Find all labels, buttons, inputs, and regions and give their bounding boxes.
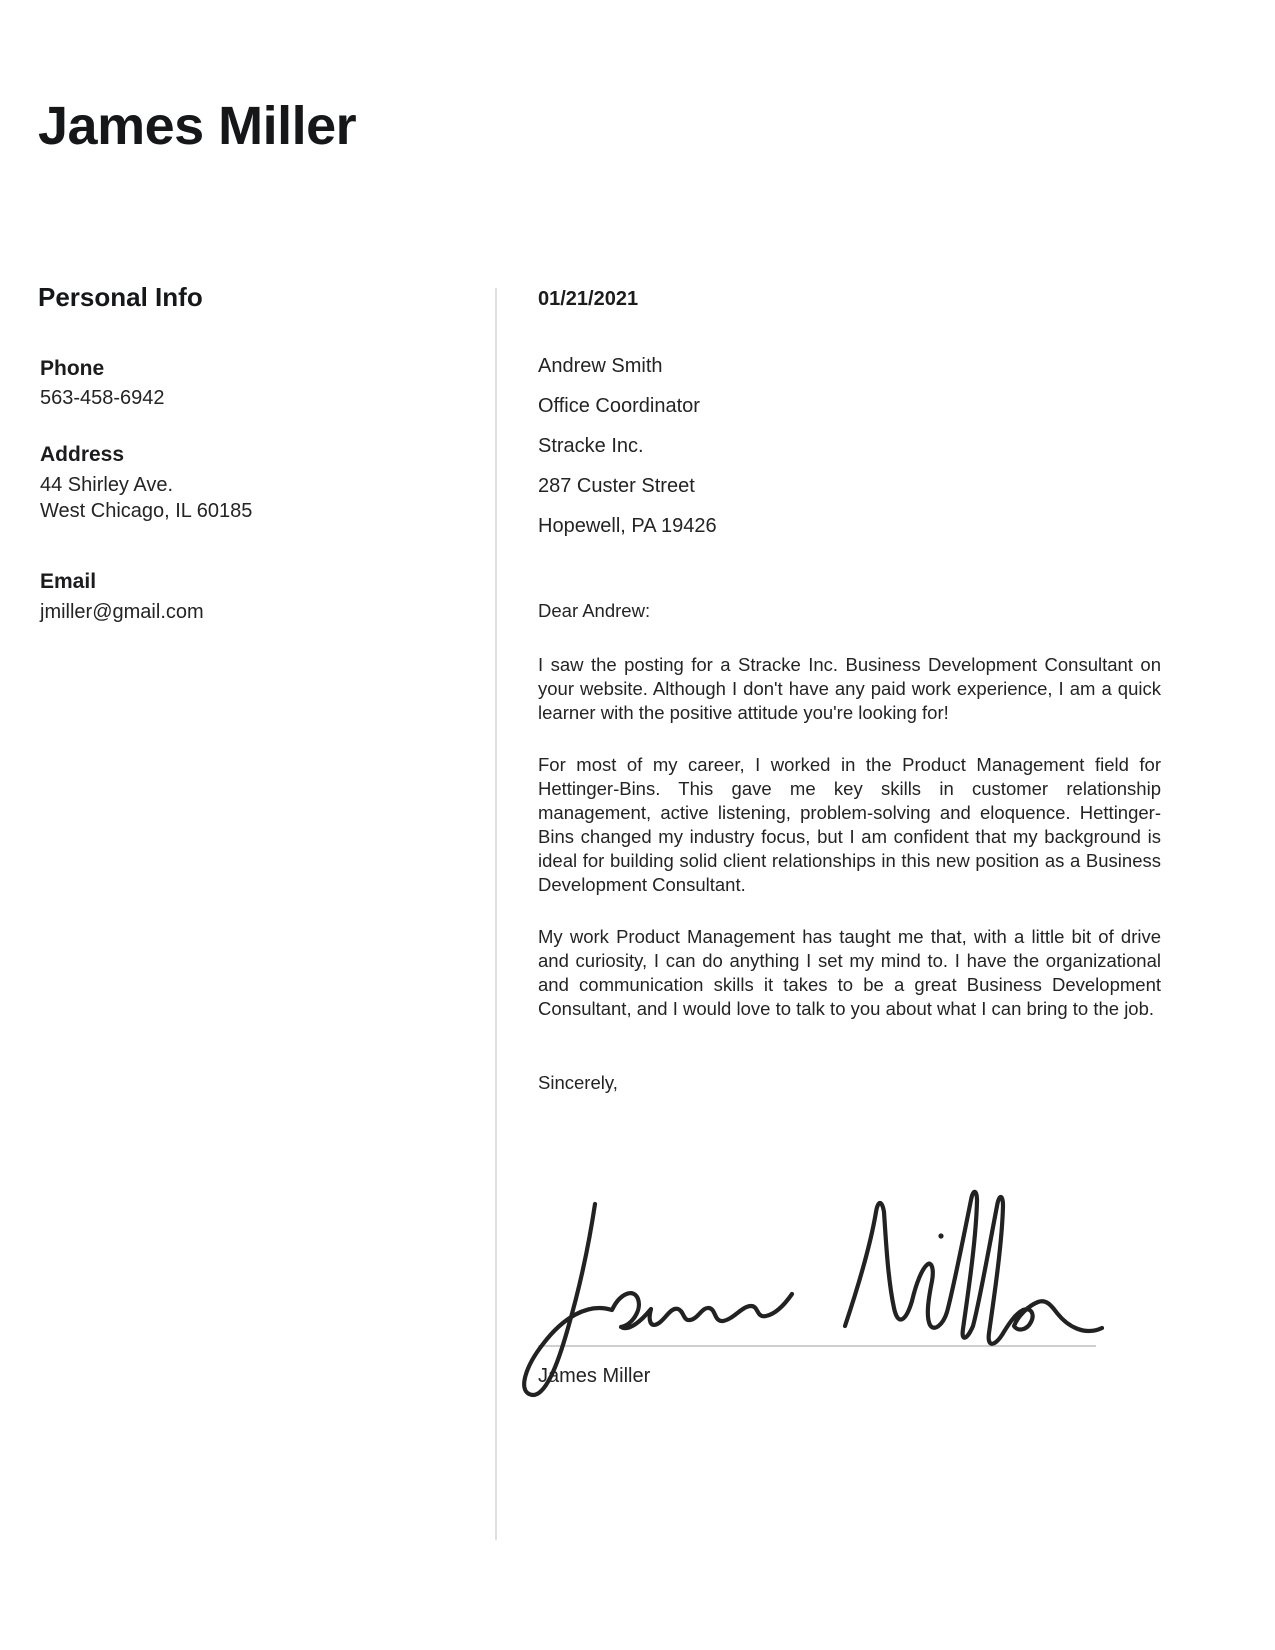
recipient-name: Andrew Smith: [538, 355, 663, 377]
recipient-block: [538, 356, 1161, 556]
printed-name: James Miller: [538, 1365, 651, 1387]
letter-body: [538, 599, 1161, 1095]
paragraph: My work Product Management has taught me that, with a little bit of drive and curiosity, I can do anything I set my mind to. I have the organizational and communication skills it takes to be a great Business Development Consultant, and I would love to talk to you about what I can bring to the job.: [538, 926, 1161, 1019]
phone-value: 563-458-6942: [40, 387, 165, 409]
paragraph: For most of my career, I worked in the Product Management field for Hettinger-Bins. This gave me key skills in customer relationship management, active listening, problem-solving and eloquence. Hettinger-Bins changed my industry focus, but I am confident that my background is ideal for building solid client relationships in this new position as a Business Development Consultant.: [538, 754, 1161, 895]
address-label: Address: [40, 443, 125, 466]
page-title: James Miller: [38, 96, 357, 156]
address-value: [40, 472, 252, 524]
recipient-company: Stracke Inc.: [538, 435, 644, 457]
closing: Sincerely,: [538, 1072, 618, 1093]
address-line-2: West Chicago, IL 60185: [40, 500, 253, 522]
recipient-role: Office Coordinator: [538, 395, 700, 417]
salutation: Dear Andrew:: [538, 600, 651, 621]
sidebar-title: Personal Info: [38, 282, 203, 312]
email-label: Email: [40, 570, 97, 593]
email-value: jmiller@gmail.com: [40, 601, 204, 623]
recipient-city: Hopewell, PA 19426: [538, 515, 717, 537]
paragraph: I saw the posting for a Stracke Inc. Business Development Consultant on your website. Although I don't have any paid work experience, I am a quick learner with the positive attitude you're looking for!: [538, 654, 1161, 723]
signature-i-dot: [938, 1233, 943, 1238]
column-divider: [495, 288, 497, 1540]
phone-label: Phone: [40, 357, 105, 380]
recipient-street: 287 Custer Street: [538, 475, 695, 497]
letter-date: 01/21/2021: [538, 288, 639, 310]
address-line-1: 44 Shirley Ave.: [40, 474, 174, 496]
signature-stroke-miller: [845, 1192, 1102, 1344]
